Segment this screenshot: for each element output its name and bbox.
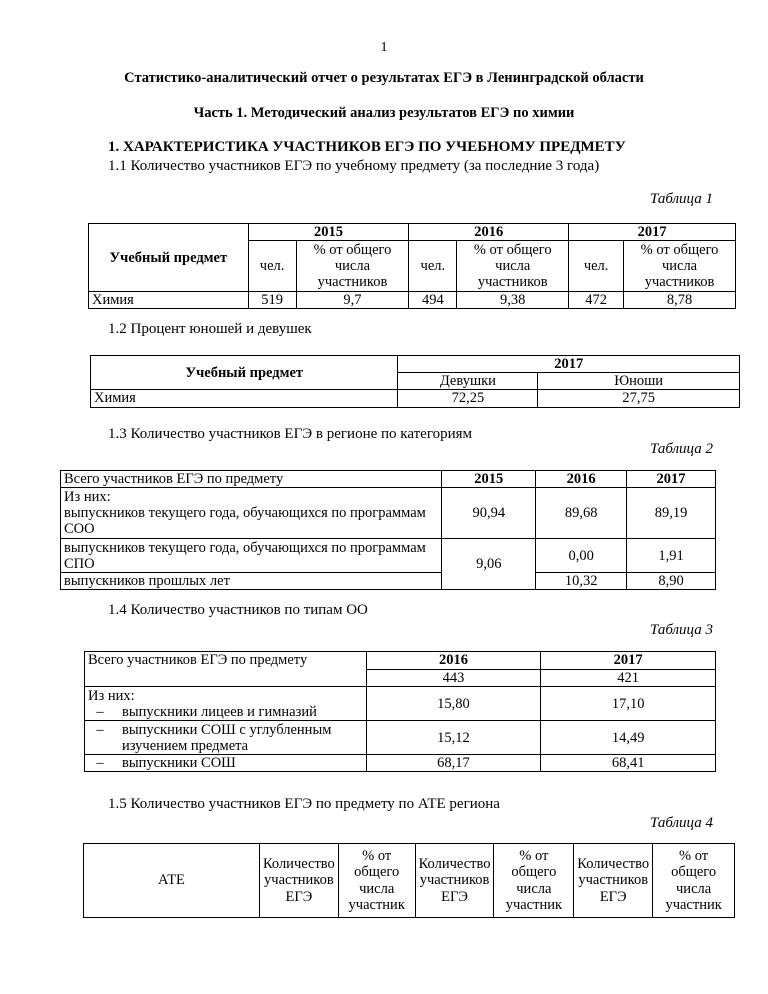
list-item (88, 755, 363, 771)
list-item (88, 722, 363, 754)
table-cell: 15,12 (366, 721, 541, 755)
subsection-1-5: 1.5 Количество участников ЕГЭ по предмету по АТЕ региона (108, 796, 500, 812)
part-title: Часть 1. Методический анализ результатов ЕГЭ по химии (193, 105, 575, 121)
ate-header: АТЕ (84, 844, 260, 918)
percent-header: % от общего числа участник (494, 844, 574, 918)
row-label (85, 721, 367, 755)
year-header: 2016 (409, 224, 569, 241)
list-item-label: выпускники лицеев и гимназий (122, 703, 317, 720)
percent-header: % от общего числа участник (338, 844, 415, 918)
table-cell: 10,32 (536, 573, 627, 590)
table-cell: 9,7 (296, 292, 409, 309)
table-cell: 14,49 (541, 721, 716, 755)
table-4-caption: Таблица 4 (650, 815, 713, 831)
table-cell: 0,00 (536, 539, 627, 573)
table-row (85, 755, 716, 772)
row-label: Всего участников ЕГЭ по предмету (61, 471, 442, 488)
table-3-caption: Таблица 3 (650, 622, 713, 638)
dash-marker: – (96, 755, 104, 772)
year-header: 2015 (248, 224, 409, 241)
table-row (85, 687, 716, 721)
table-cell: 68,17 (366, 755, 541, 772)
count-header: чел. (569, 241, 624, 292)
table-cell: 9,38 (457, 292, 569, 309)
table-cell: 421 (541, 670, 716, 687)
table-cell: 494 (409, 292, 457, 309)
section-heading: 1. ХАРАКТЕРИСТИКА УЧАСТНИКОВ ЕГЭ ПО УЧЕБНОМУ ПРЕДМЕТУ (108, 139, 626, 155)
year-header: 2016 (366, 652, 541, 670)
year-header: 2015 (442, 471, 536, 488)
table-cell: 68,41 (541, 755, 716, 772)
table-cell: 89,68 (536, 488, 627, 539)
dash-marker: – (96, 721, 104, 738)
list-item-label: выпускники СОШ с углубленным изучением предмета (122, 721, 332, 754)
table-row (61, 573, 716, 590)
row-label: Всего участников ЕГЭ по предмету (85, 652, 367, 687)
dash-marker: – (96, 703, 104, 720)
table-3 (84, 651, 716, 772)
list-item (88, 704, 363, 720)
percent-header: % от общего числа участников (457, 241, 569, 292)
table-cell: 519 (248, 292, 296, 309)
table-cell: 89,19 (627, 488, 716, 539)
count-header: чел. (248, 241, 296, 292)
count-header: Количество участников ЕГЭ (415, 844, 494, 918)
row-label: Химия (89, 292, 249, 309)
table-row (85, 721, 716, 755)
row-label (85, 687, 367, 721)
table-1 (88, 223, 736, 309)
subsection-1-4: 1.4 Количество участников по типам ОО (108, 602, 368, 618)
subject-header: Учебный предмет (91, 356, 398, 390)
row-label (85, 755, 367, 772)
girls-header: Девушки (398, 373, 538, 390)
table-row (61, 488, 716, 539)
table-row (91, 390, 740, 407)
table-1-caption: Таблица 1 (650, 191, 713, 207)
row-label: Химия (91, 390, 398, 407)
of-them-label: Из них: (88, 687, 135, 704)
page-number: 1 (380, 40, 388, 55)
row-label: Из них: выпускников текущего года, обучающихся по программам СОО (61, 488, 442, 539)
count-header: Количество участников ЕГЭ (574, 844, 653, 918)
table-gender (90, 355, 740, 408)
percent-header: % от общего числа участников (296, 241, 409, 292)
table-cell: 72,25 (398, 390, 538, 407)
count-header: чел. (409, 241, 457, 292)
table-cell: 8,78 (624, 292, 736, 309)
table-cell: 472 (569, 292, 624, 309)
year-header: 2017 (569, 224, 736, 241)
subject-header: Учебный предмет (89, 224, 249, 292)
table-cell: 27,75 (538, 390, 740, 407)
table-2 (60, 470, 716, 590)
report-title: Статистико-аналитический отчет о результатах ЕГЭ в Ленинградской области (124, 70, 644, 86)
table-cell: 9,06 (442, 539, 536, 590)
table-cell: 1,91 (627, 539, 716, 573)
list-item-label: выпускники СОШ (122, 755, 236, 772)
subsection-1-1: 1.1 Количество участников ЕГЭ по учебному предмету (за последние 3 года) (108, 158, 600, 174)
subsection-1-3: 1.3 Количество участников ЕГЭ в регионе по категориям (108, 426, 473, 442)
table-cell: 17,10 (541, 687, 716, 721)
row-label: выпускников текущего года, обучающихся по программам СПО (61, 539, 442, 573)
year-header: 2017 (627, 471, 716, 488)
table-row (61, 539, 716, 573)
table-2-caption: Таблица 2 (650, 441, 713, 457)
count-header: Количество участников ЕГЭ (259, 844, 338, 918)
table-cell: 15,80 (366, 687, 541, 721)
table-cell: 8,90 (627, 573, 716, 590)
year-header: 2017 (398, 356, 740, 373)
year-header: 2017 (541, 652, 716, 670)
boys-header: Юноши (538, 373, 740, 390)
row-label: выпускников прошлых лет (61, 573, 442, 590)
table-cell: 90,94 (442, 488, 536, 539)
table-4 (83, 843, 735, 918)
subsection-1-2: 1.2 Процент юношей и девушек (108, 321, 312, 337)
table-row (89, 292, 736, 309)
percent-header: % от общего числа участников (624, 241, 736, 292)
table-cell: 443 (366, 670, 541, 687)
percent-header: % от общего числа участник (653, 844, 735, 918)
year-header: 2016 (536, 471, 627, 488)
